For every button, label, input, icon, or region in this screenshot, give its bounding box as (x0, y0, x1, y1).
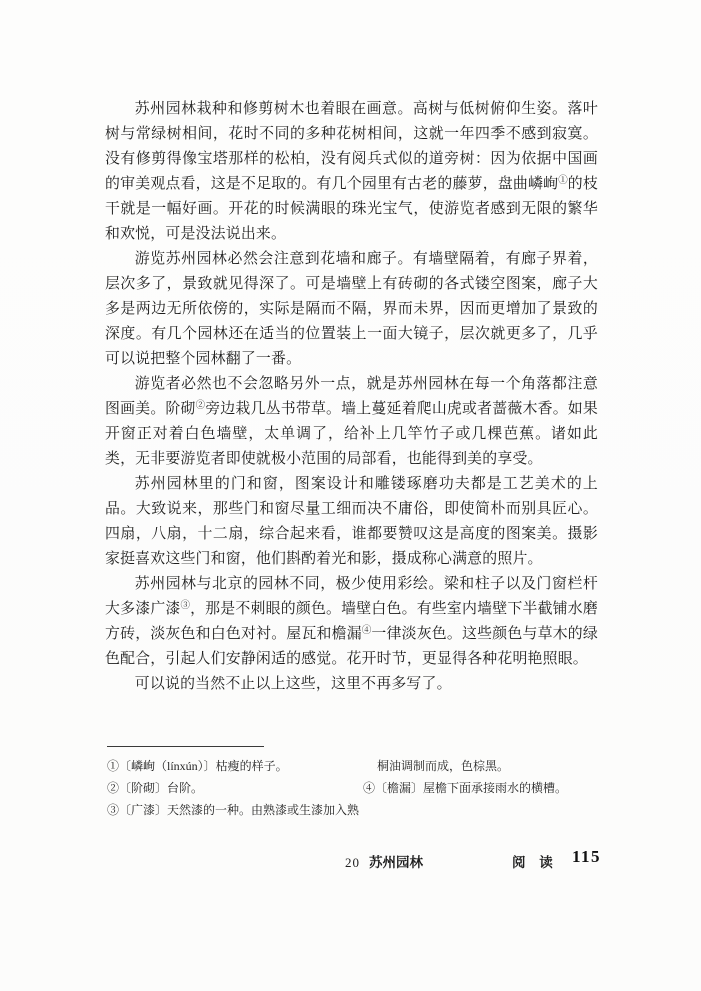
paragraph: 苏州园林栽种和修剪树木也着眼在画意。高树与低树俯仰生姿。落叶树与常绿树相间，花时不同的多种花树相间，这就一年四季不感到寂寞。没有修剪得像宝塔那样的松柏，没有阅兵式似的道旁树：因为依据中国画的审美观点看，这是不足取的。有几个园里有古老的藤萝，盘曲嶙峋①的枝干就是一幅好画。开花的时候满眼的珠光宝气，使游览者感到无限的繁华和欢悦，可是没法说出来。 (105, 101, 598, 242)
footer-lesson (345, 851, 423, 871)
footnote-ref: ③ (180, 601, 191, 611)
footnote-line: 桐油调制而成，色棕黑。 (377, 759, 510, 773)
footnote-line: ①〔嶙峋（línxún）〕枯瘦的样子。 (107, 759, 288, 773)
footnotes-right-column (363, 755, 601, 821)
footnote-line: ②〔阶砌〕台阶。 (107, 781, 204, 795)
article-text (105, 97, 598, 697)
footer-lesson-title: 苏州园林 (369, 855, 423, 870)
paragraph: 苏州园林里的门和窗，图案设计和雕镂琢磨功夫都是工艺美术的上品。大致说来，那些门和窗尽量工细而决不庸俗，即使简朴而别具匠心。四扇，八扇，十二扇，综合起来看，谁都要赞叹这是高度的图案美。摄影家挺喜欢这些门和窗，他们斟酌着光和影，摄成称心满意的照片。 (105, 476, 598, 567)
footnote-line: ④〔檐漏〕屋檐下面承接雨水的横槽。 (363, 781, 568, 795)
footnotes-left-column (107, 755, 363, 821)
footnote-divider (107, 746, 264, 747)
paragraph: 游览者必然也不会忽略另外一点，就是苏州园林在每一个角落都注意图画美。阶砌②旁边栽几丛书带草。墙上蔓延着爬山虎或者蔷薇木香。如果开窗正对着白色墙壁，太单调了，给补上几竿竹子或几棵芭蕉。诸如此类，无非要游览者即使就极小范围的局部看，也能得到美的享受。 (105, 376, 598, 467)
footer-lesson-number: 20 (345, 855, 360, 870)
paragraph: 可以说的当然不止以上这些，这里不再多写了。 (134, 676, 452, 692)
footnote-line: ③〔广漆〕天然漆的一种。由熟漆或生漆加入熟 (107, 803, 360, 817)
footer-section-label: 阅 读 (512, 855, 558, 870)
footer-page-number: 115 (572, 847, 602, 866)
paragraph: 游览苏州园林必然会注意到花墙和廊子。有墙壁隔着，有廊子界着，层次多了，景致就见得深了。可是墙壁上有砖砌的各式镂空图案，廊子大多是两边无所依傍的，实际是隔而不隔，界而未界，因而更增加了景致的深度。有几个园林还在适当的位置装上一面大镜子，层次就更多了，几乎可以说把整个园林翻了一番。 (105, 251, 598, 367)
paragraph: 苏州园林与北京的园林不同，极少使用彩绘。梁和柱子以及门窗栏杆大多漆广漆③，那是不刺眼的颜色。墙壁白色。有些室内墙壁下半截铺水磨方砖，淡灰色和白色对衬。屋瓦和檐漏④一律淡灰色。这些颜色与草木的绿色配合，引起人们安静闲适的感觉。花开时节，更显得各种花明艳照眼。 (105, 576, 598, 667)
footnotes-section (107, 755, 601, 821)
footnote-ref: ④ (361, 626, 372, 636)
footnote-ref: ② (195, 401, 206, 411)
footnote-ref: ① (558, 176, 568, 186)
